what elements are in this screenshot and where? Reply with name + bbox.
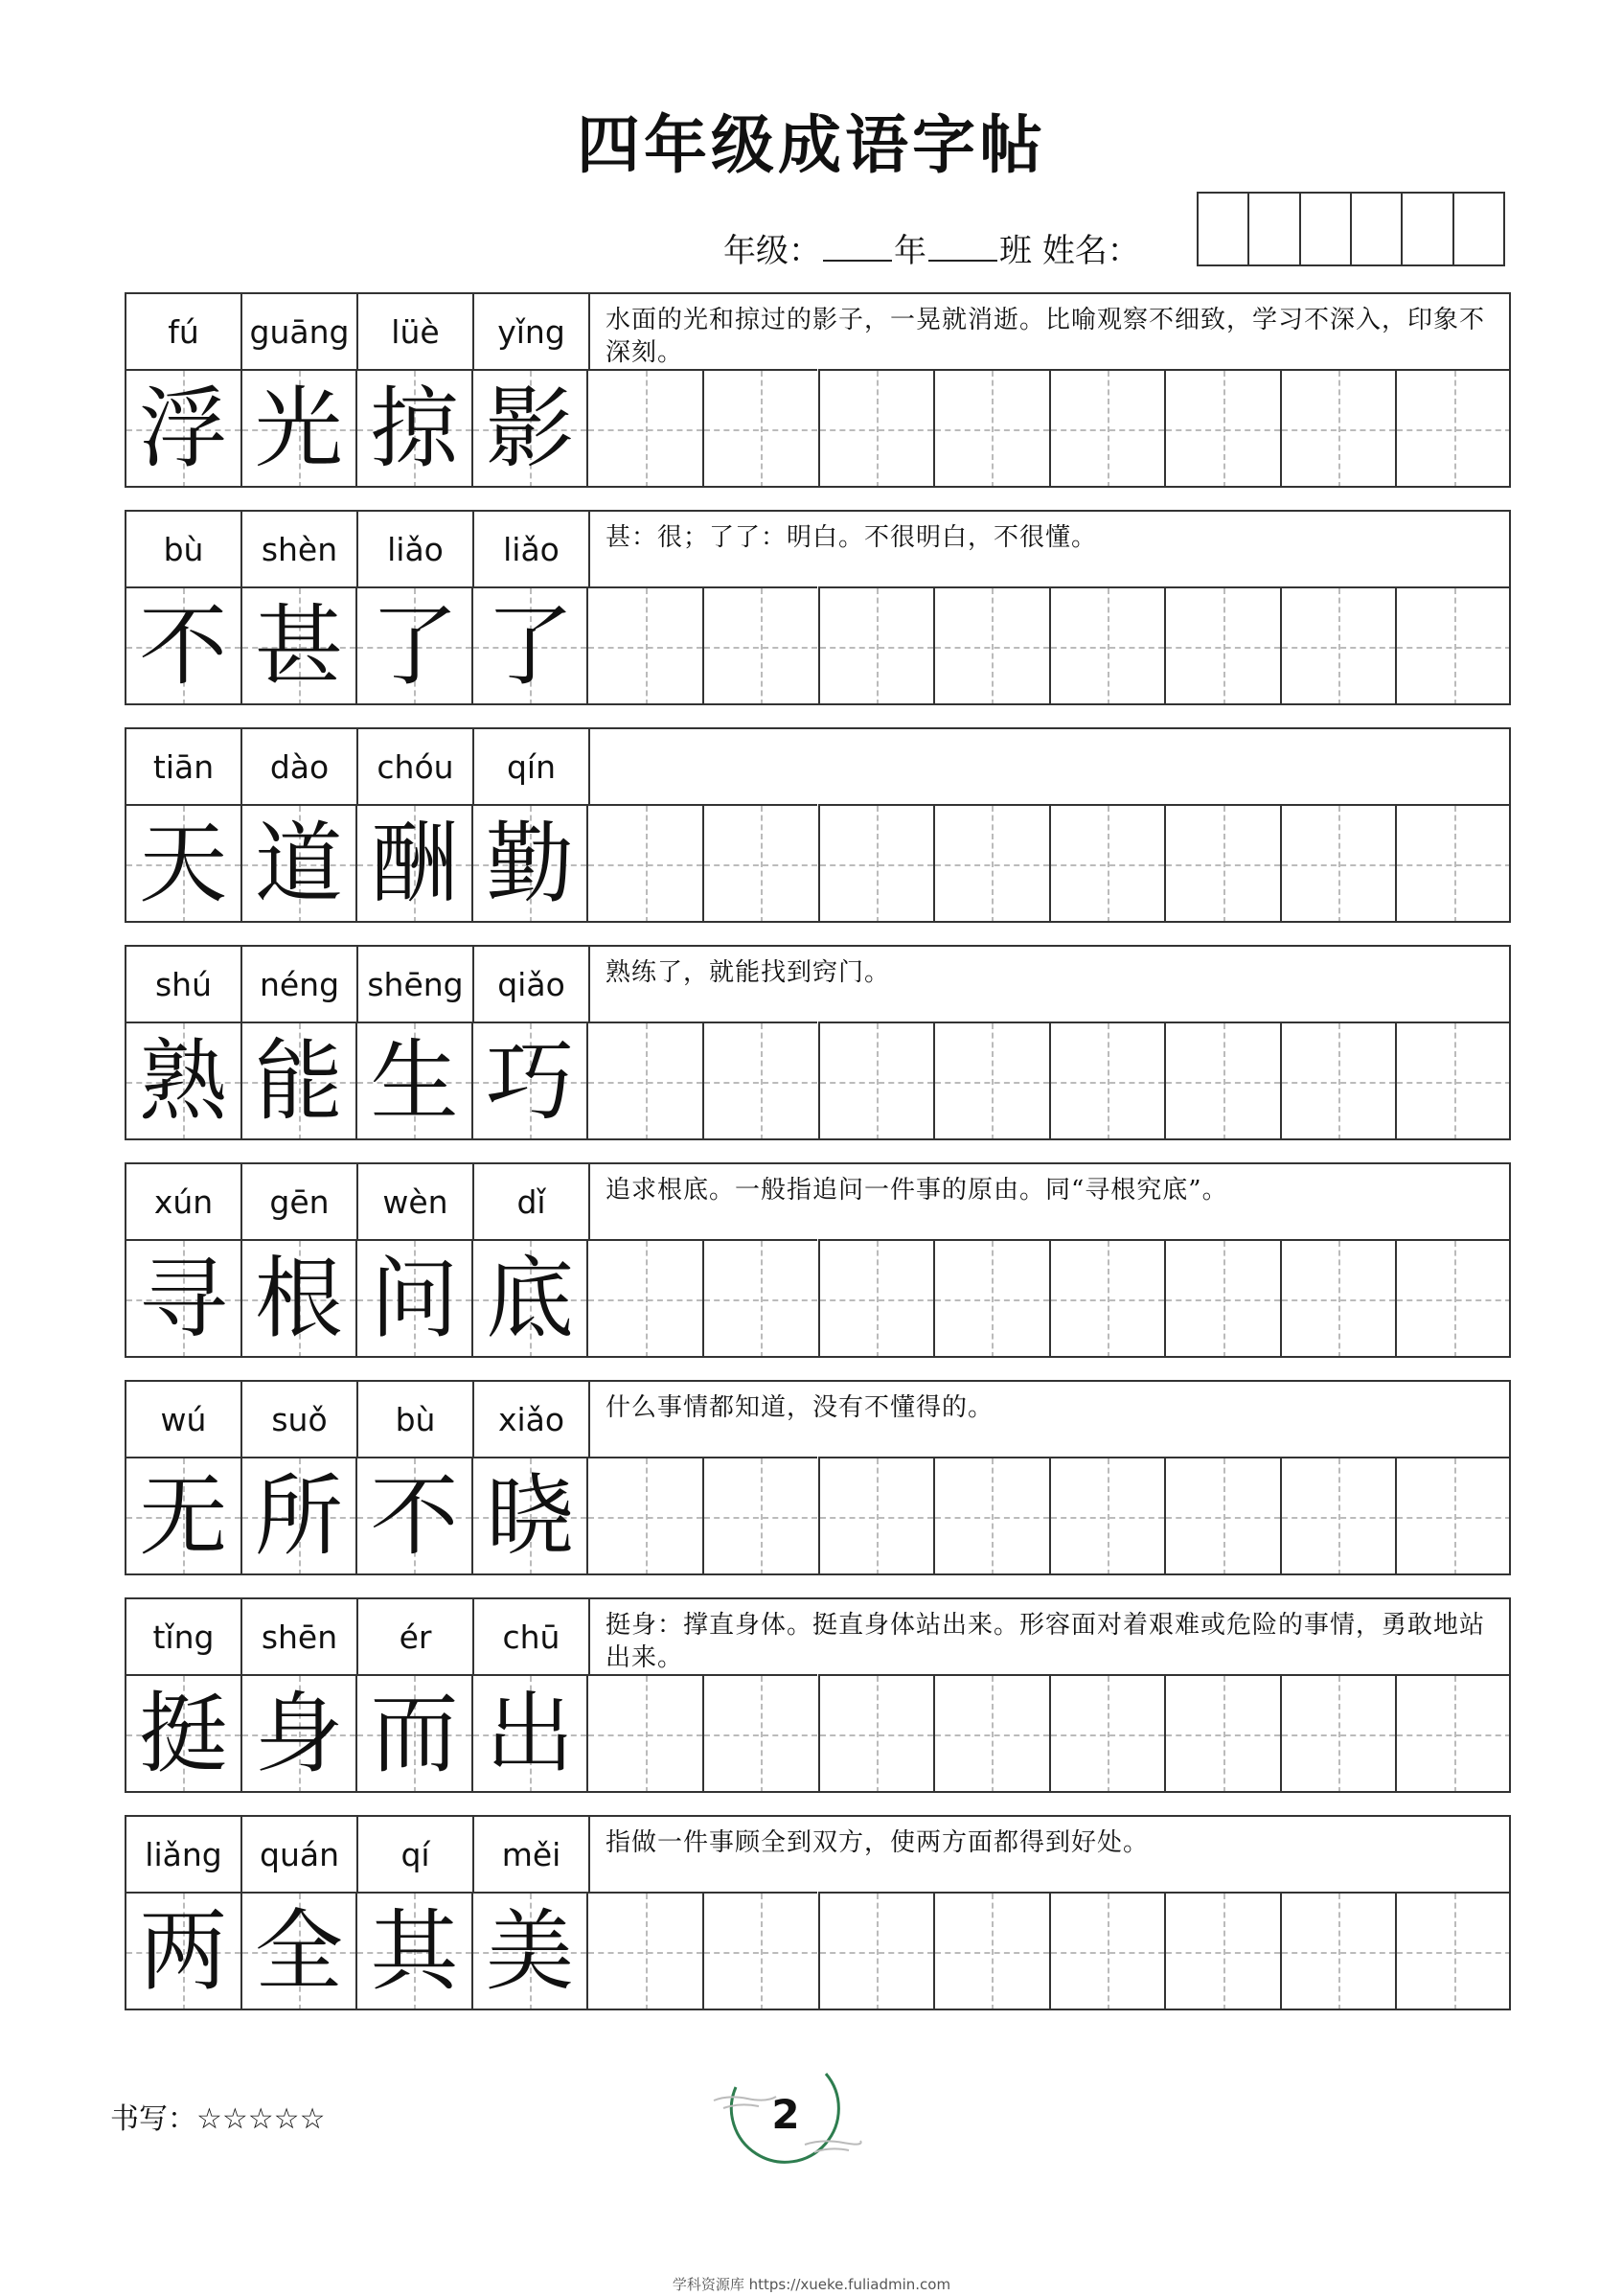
model-character: 底: [486, 1248, 575, 1350]
pinyin-cell: ér: [356, 1597, 472, 1674]
idiom-block: [125, 1597, 1511, 1793]
pinyin-cell: wèn: [356, 1162, 472, 1239]
practice-cell[interactable]: [1164, 1892, 1280, 2010]
guide-line: [1454, 1458, 1456, 1575]
guide-line: [646, 371, 648, 488]
practice-cell[interactable]: [1280, 369, 1396, 488]
model-character: 生: [370, 1030, 459, 1133]
practice-cell[interactable]: [1280, 1674, 1396, 1793]
pinyin-cell: wú: [125, 1380, 240, 1457]
model-character-cell: [240, 1239, 356, 1358]
pinyin-cell: qí: [356, 1815, 472, 1892]
guide-line: [992, 1023, 994, 1140]
model-character-cell: [240, 1457, 356, 1575]
practice-cell[interactable]: [818, 1674, 934, 1793]
guide-line: [1338, 1023, 1340, 1140]
model-character: 身: [254, 1683, 343, 1785]
guide-line: [761, 1023, 763, 1140]
model-character-cell: [125, 1239, 240, 1358]
page-title: 四年级成语字帖: [577, 108, 1046, 182]
idiom-definition: [588, 727, 1511, 804]
practice-cell[interactable]: [1049, 369, 1165, 488]
model-character: 了: [486, 595, 575, 698]
practice-cell[interactable]: [586, 1457, 702, 1575]
guide-line: [1454, 1676, 1456, 1793]
guide-line: [646, 1241, 648, 1358]
guide-line: [1108, 1241, 1109, 1358]
practice-cell[interactable]: [818, 804, 934, 923]
pinyin-cell: liǎng: [125, 1815, 240, 1892]
pinyin-cell: qín: [472, 727, 588, 804]
guide-line: [646, 1676, 648, 1793]
class-blank[interactable]: [928, 231, 997, 262]
student-info-line: [723, 228, 1140, 274]
guide-line: [1223, 1023, 1225, 1140]
guide-line: [1454, 1023, 1456, 1140]
practice-cell[interactable]: [933, 1022, 1049, 1140]
practice-cell[interactable]: [1280, 1457, 1396, 1575]
idiom-definition: 挺身：撑直身体。挺直身体站出来。形容面对着艰难或危险的事情，勇敢地站出来。: [588, 1597, 1511, 1674]
practice-cell[interactable]: [1049, 1892, 1165, 2010]
guide-line: [1454, 1241, 1456, 1358]
pinyin-cell: liǎo: [356, 510, 472, 586]
guide-line: [992, 1458, 994, 1575]
pinyin-cell: néng: [240, 945, 356, 1022]
pinyin-cell: xún: [125, 1162, 240, 1239]
practice-cell[interactable]: [1164, 1674, 1280, 1793]
guide-line: [1223, 1458, 1225, 1575]
practice-cell[interactable]: [1049, 586, 1165, 705]
pinyin-cell: shēn: [240, 1597, 356, 1674]
practice-cell[interactable]: [1049, 1457, 1165, 1575]
model-character-cell: [355, 1239, 471, 1358]
model-character-cell: [471, 1239, 587, 1358]
practice-cell[interactable]: [1164, 1022, 1280, 1140]
pinyin-cell: dào: [240, 727, 356, 804]
practice-cell[interactable]: [1395, 1239, 1511, 1358]
model-character: 而: [370, 1683, 459, 1785]
guide-line: [1223, 588, 1225, 705]
model-character-cell: [240, 586, 356, 705]
guide-line: [646, 1023, 648, 1140]
guide-line: [646, 806, 648, 923]
model-character-cell: [240, 804, 356, 923]
model-character: 熟: [139, 1030, 228, 1133]
guide-line: [1108, 1676, 1109, 1793]
practice-cell[interactable]: [933, 586, 1049, 705]
guide-line: [761, 588, 763, 705]
name-box[interactable]: [1199, 194, 1249, 264]
practice-cell[interactable]: [1395, 1022, 1511, 1140]
guide-line: [1338, 806, 1340, 923]
pinyin-cell: suǒ: [240, 1380, 356, 1457]
practice-cell[interactable]: [933, 1239, 1049, 1358]
pinyin-cell: měi: [472, 1815, 588, 1892]
practice-cell[interactable]: [1280, 586, 1396, 705]
practice-cell[interactable]: [1164, 586, 1280, 705]
model-character-cell: [125, 1022, 240, 1140]
guide-line: [877, 371, 879, 488]
pinyin-cell: shèn: [240, 510, 356, 586]
guide-line: [992, 1894, 994, 2010]
practice-cell[interactable]: [586, 1674, 702, 1793]
model-character: 挺: [139, 1683, 228, 1785]
grade-year-blank[interactable]: [823, 231, 892, 262]
idiom-block: [125, 727, 1511, 923]
practice-cell[interactable]: [586, 1239, 702, 1358]
model-character-cell: [125, 1457, 240, 1575]
pinyin-cell: chū: [472, 1597, 588, 1674]
guide-line: [1338, 1241, 1340, 1358]
name-box[interactable]: [1403, 194, 1453, 264]
guide-line: [1223, 1241, 1225, 1358]
idiom-block: [125, 1162, 1511, 1358]
practice-cell[interactable]: [818, 369, 934, 488]
practice-cell[interactable]: [1164, 804, 1280, 923]
guide-line: [1338, 371, 1340, 488]
model-character: 不: [139, 595, 228, 698]
practice-cell[interactable]: [1395, 586, 1511, 705]
pinyin-cell: xiǎo: [472, 1380, 588, 1457]
model-character-cell: [240, 1674, 356, 1793]
name-label: 姓名：: [1041, 232, 1140, 270]
guide-line: [1223, 806, 1225, 923]
practice-cell[interactable]: [1395, 804, 1511, 923]
model-character-cell: [355, 1457, 471, 1575]
pinyin-cell: guāng: [240, 292, 356, 369]
model-character: 能: [254, 1030, 343, 1133]
watermark: 学科资源库 https://xueke.fuliadmin.com: [672, 2276, 951, 2293]
grade-label: 年级：: [723, 232, 821, 270]
guide-line: [877, 588, 879, 705]
practice-cell[interactable]: [702, 369, 818, 488]
model-character: 其: [370, 1900, 459, 2003]
model-character-cell: [125, 804, 240, 923]
practice-cell[interactable]: [818, 1457, 934, 1575]
pinyin-cell: tiān: [125, 727, 240, 804]
practice-cell[interactable]: [933, 1674, 1049, 1793]
pinyin-cell: dǐ: [472, 1162, 588, 1239]
model-character: 所: [254, 1465, 343, 1568]
practice-cell[interactable]: [586, 369, 702, 488]
name-box[interactable]: [1301, 194, 1352, 264]
guide-line: [1108, 371, 1109, 488]
guide-line: [761, 1676, 763, 1793]
practice-cell[interactable]: [1395, 1892, 1511, 2010]
model-character-cell: [240, 369, 356, 488]
guide-line: [992, 371, 994, 488]
year-label: 年: [894, 232, 926, 270]
practice-cell[interactable]: [818, 1239, 934, 1358]
model-character-cell: [471, 1892, 587, 2010]
model-character: 无: [139, 1465, 228, 1568]
model-character-cell: [355, 1674, 471, 1793]
guide-line: [992, 1241, 994, 1358]
practice-cell[interactable]: [933, 804, 1049, 923]
practice-cell[interactable]: [818, 1022, 934, 1140]
practice-cell[interactable]: [702, 804, 818, 923]
practice-cell[interactable]: [1049, 1022, 1165, 1140]
practice-cell[interactable]: [1049, 1674, 1165, 1793]
model-character-cell: [355, 1892, 471, 2010]
guide-line: [646, 1458, 648, 1575]
model-character-cell: [471, 1674, 587, 1793]
guide-line: [992, 806, 994, 923]
practice-cell[interactable]: [1164, 1239, 1280, 1358]
practice-cell[interactable]: [702, 1892, 818, 2010]
pinyin-cell: bù: [125, 510, 240, 586]
guide-line: [877, 1458, 879, 1575]
guide-line: [761, 1458, 763, 1575]
idiom-definition: 追求根底。一般指追问一件事的原由。同“寻根究底”。: [588, 1162, 1511, 1239]
model-character: 两: [139, 1900, 228, 2003]
idiom-block: [125, 945, 1511, 1140]
idiom-block: [125, 510, 1511, 705]
guide-line: [1223, 1894, 1225, 2010]
model-character: 根: [254, 1248, 343, 1350]
guide-line: [1338, 1458, 1340, 1575]
model-character-cell: [125, 369, 240, 488]
class-label: 班: [999, 232, 1032, 270]
practice-cell[interactable]: [702, 1239, 818, 1358]
pinyin-cell: tǐng: [125, 1597, 240, 1674]
guide-line: [877, 1676, 879, 1793]
guide-line: [877, 806, 879, 923]
idiom-block: [125, 292, 1511, 488]
pinyin-cell: yǐng: [472, 292, 588, 369]
model-character: 道: [254, 813, 343, 915]
practice-cell[interactable]: [702, 1674, 818, 1793]
model-character: 出: [486, 1683, 575, 1785]
guide-line: [877, 1023, 879, 1140]
guide-line: [1454, 1894, 1456, 2010]
practice-cell[interactable]: [1280, 1892, 1396, 2010]
model-character-cell: [355, 586, 471, 705]
idiom-block: [125, 1380, 1511, 1575]
practice-cell[interactable]: [702, 1022, 818, 1140]
pinyin-cell: bù: [356, 1380, 472, 1457]
name-box[interactable]: [1454, 194, 1503, 264]
pinyin-cell: shēng: [356, 945, 472, 1022]
model-character-cell: [471, 586, 587, 705]
pinyin-cell: lüè: [356, 292, 472, 369]
model-character-cell: [125, 1674, 240, 1793]
model-character: 勤: [486, 813, 575, 915]
model-character: 不: [370, 1465, 459, 1568]
name-box[interactable]: [1249, 194, 1300, 264]
model-character: 晓: [486, 1465, 575, 1568]
model-character: 光: [254, 378, 343, 480]
guide-line: [1108, 806, 1109, 923]
pinyin-cell: chóu: [356, 727, 472, 804]
guide-line: [1454, 588, 1456, 705]
model-character: 浮: [139, 378, 228, 480]
model-character-cell: [355, 804, 471, 923]
pinyin-cell: liǎo: [472, 510, 588, 586]
name-boxes: [1197, 192, 1505, 266]
practice-cell[interactable]: [933, 1892, 1049, 2010]
guide-line: [1108, 1458, 1109, 1575]
practice-cell[interactable]: [586, 1022, 702, 1140]
practice-cell[interactable]: [1164, 1457, 1280, 1575]
idiom-definition: 什么事情都知道，没有不懂得的。: [588, 1380, 1511, 1457]
practice-cell[interactable]: [1395, 1457, 1511, 1575]
model-character-cell: [125, 586, 240, 705]
model-character: 问: [370, 1248, 459, 1350]
practice-cell[interactable]: [933, 1457, 1049, 1575]
model-character: 寻: [139, 1248, 228, 1350]
practice-cell[interactable]: [1395, 369, 1511, 488]
model-character: 甚: [254, 595, 343, 698]
model-character-cell: [471, 1457, 587, 1575]
page-number: 2: [771, 2091, 800, 2138]
guide-line: [1223, 1676, 1225, 1793]
idiom-definition: 水面的光和掠过的影子，一晃就消逝。比喻观察不细致，学习不深入，印象不深刻。: [588, 292, 1511, 369]
pinyin-cell: quán: [240, 1815, 356, 1892]
model-character: 美: [486, 1900, 575, 2003]
pinyin-cell: qiǎo: [472, 945, 588, 1022]
practice-cell[interactable]: [1280, 804, 1396, 923]
model-character: 全: [254, 1900, 343, 2003]
idiom-block: [125, 1815, 1511, 2010]
guide-line: [1338, 588, 1340, 705]
guide-line: [877, 1241, 879, 1358]
practice-cell[interactable]: [702, 1457, 818, 1575]
practice-cell[interactable]: [818, 586, 934, 705]
guide-line: [1338, 1676, 1340, 1793]
practice-cell[interactable]: [586, 586, 702, 705]
model-character: 掠: [370, 378, 459, 480]
practice-cell[interactable]: [1164, 369, 1280, 488]
guide-line: [1223, 371, 1225, 488]
idiom-definition: 熟练了，就能找到窍门。: [588, 945, 1511, 1022]
pinyin-cell: gēn: [240, 1162, 356, 1239]
idiom-definition: 甚：很；了了：明白。不很明白，不很懂。: [588, 510, 1511, 586]
writing-rating: 书写：☆☆☆☆☆: [110, 2102, 326, 2136]
pinyin-cell: fú: [125, 292, 240, 369]
model-character: 天: [139, 813, 228, 915]
model-character-cell: [471, 369, 587, 488]
model-character-cell: [355, 369, 471, 488]
model-character: 了: [370, 595, 459, 698]
guide-line: [992, 588, 994, 705]
guide-line: [992, 1676, 994, 1793]
practice-cell[interactable]: [933, 369, 1049, 488]
model-character-cell: [471, 1022, 587, 1140]
guide-line: [761, 371, 763, 488]
practice-cell[interactable]: [586, 804, 702, 923]
guide-line: [1454, 806, 1456, 923]
practice-cell[interactable]: [1280, 1239, 1396, 1358]
guide-line: [761, 1894, 763, 2010]
guide-line: [646, 588, 648, 705]
practice-cell[interactable]: [1049, 1239, 1165, 1358]
practice-cell[interactable]: [702, 586, 818, 705]
guide-line: [761, 1241, 763, 1358]
guide-line: [761, 806, 763, 923]
idiom-definition: 指做一件事顾全到双方，使两方面都得到好处。: [588, 1815, 1511, 1892]
guide-line: [1108, 588, 1109, 705]
model-character-cell: [125, 1892, 240, 2010]
pinyin-cell: shú: [125, 945, 240, 1022]
practice-cell[interactable]: [1280, 1022, 1396, 1140]
guide-line: [1338, 1894, 1340, 2010]
practice-cell[interactable]: [818, 1892, 934, 2010]
guide-line: [1108, 1023, 1109, 1140]
model-character: 影: [486, 378, 575, 480]
guide-line: [646, 1894, 648, 2010]
model-character-cell: [240, 1892, 356, 2010]
practice-cell[interactable]: [586, 1892, 702, 2010]
model-character-cell: [240, 1022, 356, 1140]
practice-cell[interactable]: [1395, 1674, 1511, 1793]
practice-cell[interactable]: [1049, 804, 1165, 923]
model-character-cell: [471, 804, 587, 923]
guide-line: [1454, 371, 1456, 488]
name-box[interactable]: [1352, 194, 1403, 264]
guide-line: [877, 1894, 879, 2010]
model-character: 巧: [486, 1030, 575, 1133]
model-character: 酬: [370, 813, 459, 915]
model-character-cell: [355, 1022, 471, 1140]
guide-line: [1108, 1894, 1109, 2010]
